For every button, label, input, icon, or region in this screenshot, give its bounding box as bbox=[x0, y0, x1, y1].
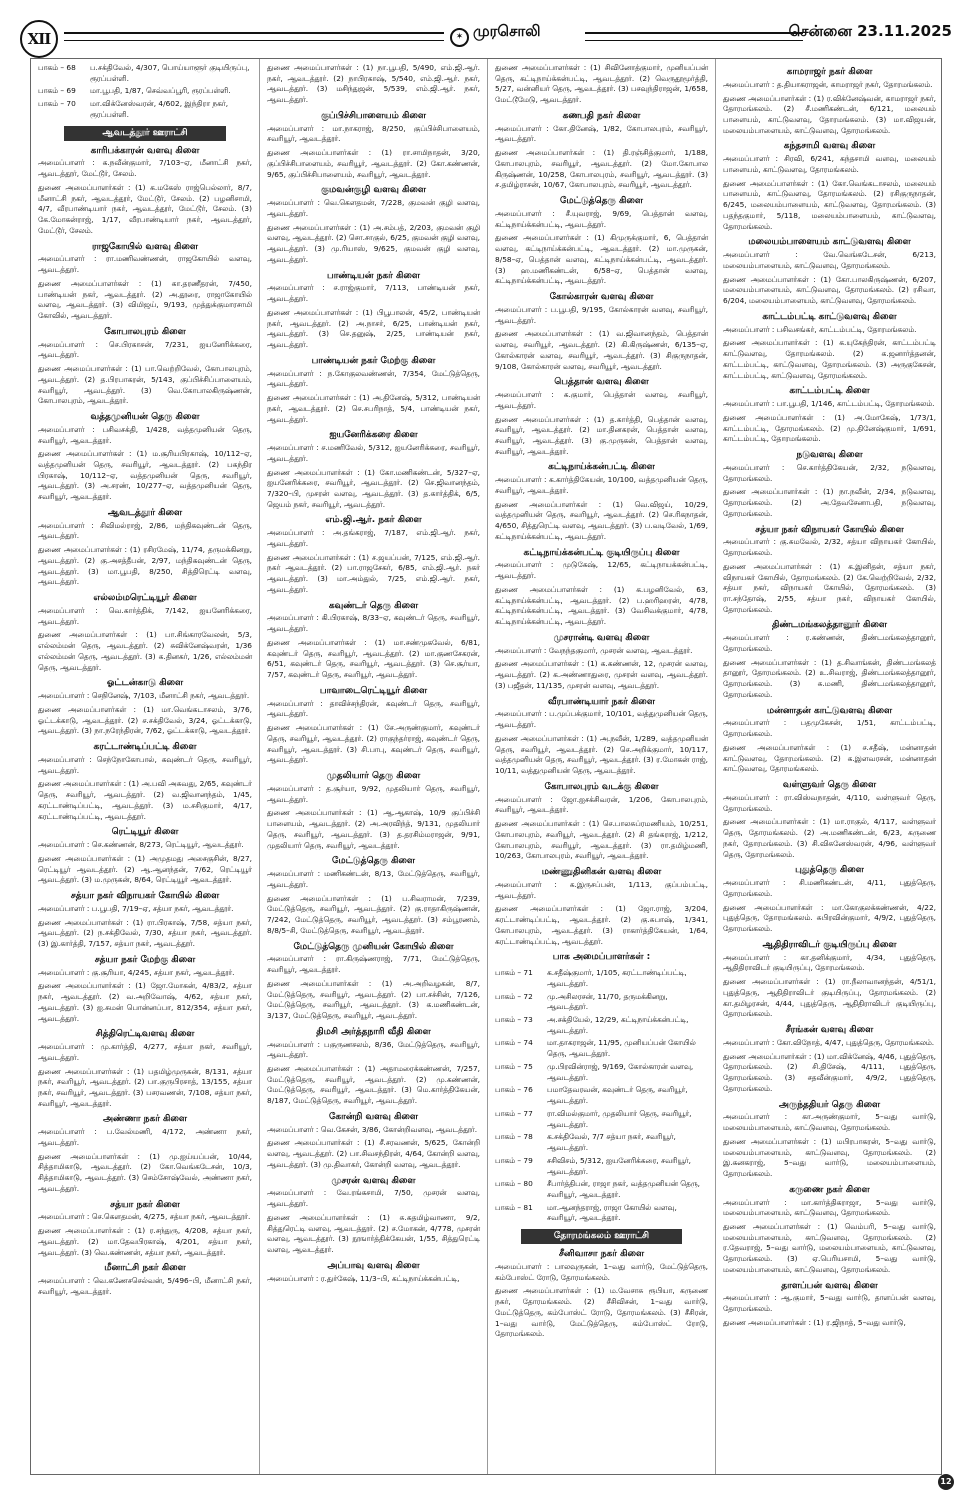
member-paragraph: அமைப்பாளர் : வே.வெங்கடேசன், 6/213, மலையம்பாளையம், காட்டுவளவு, தோரமங்கலம். bbox=[723, 250, 936, 270]
branch-heading: காட்டம்பட்டி காட்டுவளவு கிளை bbox=[762, 311, 897, 322]
branch-section bbox=[723, 1185, 936, 1276]
branch-section bbox=[38, 1263, 252, 1297]
member-paragraph: அமைப்பாளர் : கி.பிரகாஷ், 8/33–ஏ, கவுண்டர் தெரு, சவரியூர், ஆவடத்தூர். bbox=[267, 613, 480, 634]
branch-section bbox=[495, 952, 708, 963]
booth-number: பாகம் – 73 bbox=[495, 1014, 533, 1024]
column-4 bbox=[715, 59, 943, 1474]
branch-section bbox=[723, 865, 936, 934]
branch-heading: மண்ணுதினிகன் வளவு கிளை bbox=[541, 867, 662, 878]
member-paragraph: துணை அமைப்பாளர்கள் : (1) கோ.வெங்கடாசலம், மலையம் பாளையம், காட்டுவளவு, தோரமங்கலம். (2) ரசிகுருநாதன், 6/245, மலையம்பாளையம், காட்டுவளவு, தோரமங்கலம். (3) பதந்தகுமார், 5/118, மலையம்பாளையம், காட்டுவளவு, தோரமங்கலம். bbox=[723, 178, 936, 231]
branch-heading: அருந்ததியர் தெரு கிளை bbox=[778, 1099, 881, 1110]
branch-heading: தாளப்பன் வளவு கிளை bbox=[781, 1280, 878, 1291]
branch-section bbox=[723, 450, 936, 519]
member-paragraph: துணை அமைப்பாளர்கள் : (1) கா.தரணீதரன், 7/450, பாண்டியன் நகர், ஆவடத்தூர். (2) அ.தூரை, ராஜாகோயில் வளவு, ஆவடத்தூர். (3) விமிஜய், 9/193, முத்துக்குமாரசாமி கோவில், ஆவடத்தூர். bbox=[38, 278, 252, 321]
member-paragraph: அமைப்பாளர் : மு.கார்த்தி, 4/277, சத்யா நகர், சவரியூர், ஆவடத்தூர். bbox=[38, 1042, 252, 1062]
paper-name: முரசொலி bbox=[473, 22, 541, 40]
member-paragraph: துணை அமைப்பாளர்கள் : (1) வெ.விஜய், 10/29, வத்தமுனியன் தெரு, சவரியூர், ஆவடத்தூர். (2) செ.ரிகநாதன், 4/650, சித்துரெட்டி வளவு, ஆவடத்தூர். (3) ப.வடிவேல், 1/69, கட்டிநாய்க்கன்பட்டி, ஆவடத்தூர். bbox=[495, 499, 708, 541]
booth-organizer: மா.விக்னேஸ்வரன், 4/602, இந்திரா நகர், ரூரப்பள்ளி. bbox=[90, 99, 229, 119]
member-paragraph: துணை அமைப்பாளர்கள் : (1) ர.சந்துரு, 4/208, சத்யா நகர், ஆவடத்தூர். (2) மா.தேவபிரகாஷ், 4/201, சத்யா நகர், ஆவடத்தூர். (3) வெ.கண்ணன், சத்யா நகர், ஆவடத்தூர். bbox=[38, 1226, 252, 1257]
booth-organizer: ரா.விமல்குமார், முதலியார் தெரு, சவரியூர், ஆவடத்தூர். bbox=[547, 1108, 692, 1129]
branch-section bbox=[495, 63, 708, 106]
branch-section bbox=[267, 271, 480, 351]
member-paragraph: அமைப்பாளர் : சிரவி, 6/241, கந்தசாமி வளவு, மலையம் பாளையம், காட்டுவளவு, தோரமங்கலம். bbox=[723, 154, 936, 174]
branch-heading: நடுவளவு கிளை bbox=[796, 450, 863, 461]
booth-organizer: சீபார்த்திபன், ராஜா நகர், வத்தமுனியன் தெரு, சவரியூர், ஆவடத்தூர். bbox=[547, 1179, 700, 1199]
branch-section bbox=[267, 185, 480, 265]
member-paragraph: அமைப்பாளர் : பா.பூபதி, 1/146, காட்டம்பட்டி, தோரமங்கலம். bbox=[723, 399, 935, 409]
member-paragraph: அமைப்பாளர் : க.நவீன்குமார், 7/103–ஏ, மீனாட்சி நகர், ஆவடத்தூர், மேட்டூர், சேலம். bbox=[38, 158, 252, 179]
booth-row bbox=[495, 968, 708, 989]
booth-organizer: அ.சக்தியேல், 12/29, கட்டிநாய்க்கன்பட்டி, ஆவடத்தூர். bbox=[547, 1014, 689, 1035]
branch-heading: கோன்றி வளவு கிளை bbox=[329, 1111, 418, 1122]
booth-organizer: ப.சக்திவேல், 4/307, பொய்யாளூர் குடியிருப்பு, ரூரப்பள்ளி. bbox=[90, 63, 250, 83]
member-paragraph: துணை அமைப்பாளர்கள் : (1) க.கண்ணன், 12, முசரன் வளவு, ஆவடத்தூர். (2) க.அண்ணாதுரை, முசரன் வளவு, ஆவடத்தூர். (3) பஜீதன், 11/135, முசரன் வளவு, ஆவடத்தூர். bbox=[495, 659, 708, 690]
branch-heading: திண்டமங்கலத்தானூர் கிளை bbox=[771, 620, 888, 631]
branch-section bbox=[38, 327, 252, 407]
member-paragraph: அமைப்பாளர் : செ.கௌதமன், 4/275, சத்யா நகர், ஆவடத்தூர். bbox=[38, 1212, 251, 1222]
branch-heading: பாவாடைரெட்டியூர் கிளை bbox=[319, 685, 428, 696]
branch-section bbox=[495, 697, 708, 777]
branch-heading: எல்லம்மரெட்டியூர் கிளை bbox=[93, 593, 197, 604]
booth-number: பாகம் – 71 bbox=[495, 968, 533, 978]
branch-heading: மன்னாதன் காட்டுவளவு கிளை bbox=[766, 705, 893, 716]
branch-heading: புதுத்தெரு கிளை bbox=[795, 865, 864, 876]
member-paragraph: துணை அமைப்பாளர்கள் : (1) ம.சூரியபிரகாஷ், 10/112–ஏ, வத்தமுனியன் தெரு, சவரியூர், ஆவடத்தூர். (2) பகந்திர பிரகாஷ், 10/112–ஏ, வத்தமுனியன் தெரு, சவரியூர், ஆவடத்தூர். (3) அ.சரண், 10/277–ஏ, வத்தமுனியன் தெரு, சவரியூர், ஆவடத்தூர். bbox=[38, 449, 252, 502]
branch-section bbox=[38, 1029, 252, 1109]
branch-section bbox=[267, 856, 480, 936]
member-paragraph: அமைப்பாளர் : வெ.கேசன், 3/86, கோன்றிவளவு, ஆவடத்தூர். bbox=[267, 1124, 478, 1134]
member-paragraph: அமைப்பாளர் : கோ.விநோத், 4/47, புதுத்தெரு, தோரமங்கலம். bbox=[723, 1037, 935, 1047]
member-paragraph: துணை அமைப்பாளர்கள் : (1) ம.வேசாசு ரூபியா, கருணை நகர், தோரமங்கலம். (2) சீசிவிசன், 1–வது வார்டு, மேட்டுத்தெரு, கம்போஸ்ட் ரோடு, தோரமங்கலம். (3) சீசிரன், 1–வது வார்டு, மேட்டுத்தெரு, கம்போஸ்ட் ரோடு, தோரமங்கலம். bbox=[495, 1286, 708, 1339]
member-paragraph: அமைப்பாளர் : ரா.மணிவண்ணன், ராஜகோயில் வளவு, ஆவடத்தூர். bbox=[38, 254, 252, 275]
branch-section bbox=[267, 1176, 480, 1256]
branch-section bbox=[723, 237, 936, 306]
member-paragraph: அமைப்பாளர் : சி.மணிகண்டன், 4/11, புதுத்தெரு, தோரமங்கலம். bbox=[723, 878, 936, 898]
branch-heading: மலையம்பாளையம் காட்டுவளவு கிளை bbox=[748, 237, 911, 248]
branch-section bbox=[267, 63, 480, 106]
branch-section bbox=[38, 742, 252, 822]
branch-section bbox=[38, 678, 252, 737]
member-paragraph: அமைப்பாளர் : க.குமார், பெத்தான் வளவு, சவரியூர், ஆவடத்தூர். bbox=[495, 390, 708, 410]
branch-section bbox=[267, 771, 480, 851]
booth-row bbox=[38, 63, 252, 84]
member-paragraph: துணை அமைப்பாளர்கள் : (1) பதமிழ்முருகன், 8/131, சத்யா நகர், சவரியூர், ஆவடத்தூர். (2) பா.குருபிரசாத், 13/155, சத்யா நகர், சவரியூர், ஆவடத்தூர். (3) பசரவணன், 7/108, சத்யா நகர், சவரியூர், ஆவடத்தூர். bbox=[38, 1066, 252, 1108]
member-paragraph: அமைப்பாளர் : ப.வேல்மணி, 4/172, அண்ணா நகர், ஆவடத்தூர். bbox=[38, 1127, 252, 1147]
member-paragraph: அமைப்பாளர் : த.தியாகராஜன், காமராஜர் நகர், தோரமங்கலம். bbox=[723, 79, 933, 89]
branch-heading: ரெட்டியூர் கிளை bbox=[111, 827, 179, 838]
branch-heading: குமவன்குழி வளவு கிளை bbox=[321, 185, 426, 196]
booth-number: பாகம் – 79 bbox=[495, 1155, 533, 1165]
branch-heading: கவுண்டர் தெரு கிளை bbox=[328, 600, 419, 611]
member-paragraph: அமைப்பாளர் : கோ.தினேஷ், 1/82, கோபாலபுரம், சவரியூர், ஆவடத்தூர். bbox=[495, 123, 708, 144]
member-paragraph: அமைப்பாளர் : ஜோ.ஐசக்சிவரன், 1/206, கோபாலபுரம், சவரியூர், ஆவடத்தூர். bbox=[495, 794, 708, 815]
member-paragraph: துணை அமைப்பாளர்கள் : (1) கோ.மணிகண்டன், 5/327–ஏ, ஐயனேரிக்கரை, சவரியூர், ஆவடத்தூர். (2) செ.ஜிவானந்தம், 7/320–பி, முசரன் வளவு, ஆவடத்தூர். (3) த.கார்த்திக், 6/5, ஜெயம் நகர், சவரியூர், ஆவடத்தூர். bbox=[267, 467, 480, 509]
booth-organizer: பமாதேவரவன், கவுண்டர் தெரு, சவரியூர், ஆவடத்தூர். bbox=[547, 1085, 688, 1106]
booth-number: பாகம் – 76 bbox=[495, 1085, 533, 1095]
member-paragraph: துணை அமைப்பாளர்கள் : (1) தி.ரஞ்சித்குமார், 1/188, கோபாலபுரம், சவரியூர், ஆவடத்தூர். (2) மோ.கோபால கிருஷ்ணன், 10/258, கோபாலபுரம், சவரியூர், ஆவடத்தூர். (3) ச.தமிழ்ராசன், 10/67, கோபாலபுரம், சவரியூர், ஆவடத்தூர். bbox=[495, 148, 708, 190]
branch-section bbox=[495, 462, 708, 542]
member-paragraph: அமைப்பாளர் : மா.நாகராஜ், 8/250, குப்பிச்சிபாளையம், சவரியூர், ஆவடத்தூர். bbox=[267, 123, 480, 144]
branch-section bbox=[267, 111, 480, 180]
branch-heading: அண்ணா நகர் கிளை bbox=[102, 1114, 188, 1125]
member-paragraph: அமைப்பாளர் : வே.ரங்கசாமி, 7/50, முசரன் வளவு, ஆவடத்தூர். bbox=[267, 1188, 480, 1209]
branch-section bbox=[38, 593, 252, 673]
member-paragraph: அமைப்பாளர் : ப.பூபதி, 9/195, கோல்காரன் வளவு, சவரியூர், ஆவடத்தூர். bbox=[495, 304, 708, 325]
member-paragraph: துணை அமைப்பாளர்கள் : (1) மு.ஐய்யப்பன், 10/44, சித்தாமிகாடு, ஆவடத்தூர். (2) கோ.வெங்கடேசன், 10/3, சித்தாமிகாடு, ஆவடத்தூர். (3) செம்சோஷ்வேல், அண்ணா நகர், ஆவடத்தூர். bbox=[38, 1151, 252, 1193]
branch-section bbox=[38, 827, 252, 886]
branch-section bbox=[267, 942, 480, 1022]
booth-row bbox=[495, 1015, 708, 1036]
member-paragraph: துணை அமைப்பாளர்கள் : (1) கோ.பாலகிருஷ்ணன், 6/207, மலையம்பாளையம், காட்டுவளவு, தோரமங்கலம். (2) ரசிவா, 6/204, மலையம்பாளையம், காட்டுவளவு, தோரமங்கலம். bbox=[723, 274, 936, 306]
member-paragraph: அமைப்பாளர் : கு.சூரியா, 4/245, சத்யா நகர், ஆவடத்தூர். bbox=[38, 967, 235, 977]
booth-row bbox=[38, 86, 252, 97]
member-paragraph: அமைப்பாளர் : வெ.கௌதமன், 7/228, குமவன் குழி வளவு, ஆவடத்தூர். bbox=[267, 198, 480, 218]
booth-row bbox=[495, 1062, 708, 1083]
member-paragraph: துணை அமைப்பாளர்கள் : (1) பா.சிங்காரவேலன், 5/3, எல்லம்மன் தெரு, ஆவடத்தூர். (2) சுவிக்னேஷ்வரன், 1/36 எல்லம்மன் தெரு, ஆவடத்தூர். (3) க.தினகர், 1/26, எல்லம்மன் தெரு, ஆவடத்தூர். bbox=[38, 630, 252, 672]
branch-heading: மேட்டுத்தெரு கிளை bbox=[559, 196, 644, 207]
member-paragraph: துணை அமைப்பாளர்கள் : (1) செ.பாலசுப்ரமணியம், 10/251, கோபாலபுரம், சவரியூர், ஆவடத்தூர். (2) சி தங்கராஜ், 1/212, கோபாலபுரம், சவரியூர், ஆவடத்தூர். (3) ரா.தமிழ்மணி, 10/263, கோபாலபுரம், சவரியூர், ஆவடத்தூர். bbox=[495, 819, 708, 861]
branch-heading: கட்டிநாய்க்கன்பட்டி குடியிருப்பு கிளை bbox=[523, 547, 680, 558]
branch-section bbox=[267, 515, 480, 595]
branch-heading: காரிபக்காரன் வளவு கிளை bbox=[90, 145, 200, 156]
branch-heading: சத்யா நகர் விநாயகர் கோயில் கிளை bbox=[755, 524, 904, 535]
member-paragraph: துணை அமைப்பாளர்கள் : (1) ஜோ.மோகன், 4/83/2, சத்யா நகர், ஆவடத்தூர். (2) வ.அறிவோஷ், 4/62, சத்யா நகர், ஆவடத்தூர். (3) ஐ.சுமன் பொன்னப்பா, 812/354, சத்யா நகர், ஆவடத்தூர். bbox=[38, 981, 252, 1023]
branch-section bbox=[38, 146, 252, 237]
member-paragraph: துணை அமைப்பாளர்கள் : (1) அதாமரைக்கண்ணன், 7/257, மேட்டுத்தெரு, சவரியூர், ஆவடத்தூர். (2) மு.கண்ணன், மேட்டுத்தெரு, சவரியூர், ஆவடத்தூர். (3) மெ.கார்த்திகேயன், 8/187, மேட்டுத்தெரு, சவரியூர், ஆவடத்தூர். bbox=[267, 1063, 480, 1106]
branch-heading: கருணை நகர் கிளை bbox=[789, 1184, 870, 1195]
member-paragraph: அமைப்பாளர் : ச.ராஜ்குமார், 7/113, பாண்டியன் நகர், ஆவடத்தூர். bbox=[267, 283, 480, 304]
branch-heading: முதலியார் தெரு கிளை bbox=[326, 771, 421, 782]
branch-heading: எம்.ஜி.ஆர். நகர் கிளை bbox=[325, 515, 422, 526]
member-paragraph: அமைப்பாளர் : ப.முப்பக்குமார், 10/101, வத்துமுனியன் தெரு, ஆவடத்தூர். bbox=[495, 709, 708, 730]
member-paragraph: அமைப்பாளர் : வெ.கணேசசெல்வன், 5/496–பி, மீனாட்சி நகர், சவரியூர், ஆவடத்தூர். bbox=[38, 1276, 252, 1296]
branch-heading: சத்யா நகர் விநாயகர் கோயில் கிளை bbox=[70, 891, 220, 902]
branch-section bbox=[495, 196, 708, 287]
branch-section bbox=[723, 525, 936, 616]
branch-section bbox=[495, 377, 708, 457]
member-paragraph: துணை அமைப்பாளர்கள் : மா.கோகுலக்கண்ணன், 4/22, புதுத்தெரு, தோரமங்கலம். சுபிரவின்குமார், 4/9/2, புதுத்தெரு, தோரமங்கலம். bbox=[723, 902, 936, 934]
member-paragraph: அமைப்பாளர் : செ.பிரகாசன், 7/231, ஐயனேரிக்கரை, ஆவடத்தூர். bbox=[38, 339, 252, 360]
branch-heading: வள்ளுவர் தெரு கிளை bbox=[782, 780, 877, 791]
branch-section bbox=[495, 111, 708, 191]
branch-section bbox=[267, 1261, 480, 1285]
member-paragraph: துணை அமைப்பாளர்கள் : (1) சிவினோத்குமார், முனியப்பன் தெரு, கட்டிநாய்க்கன்பட்டி, ஆவடத்தூர். (2) வெருதூமூர்த்தி, 5/27, வன்னியர் தெரு, ஆவடத்தூர். (3) பசவுந்திராஜன், 1/658, மேட்டூமேடு, ஆவடத்தூர். bbox=[495, 63, 708, 105]
member-paragraph: துணை அமைப்பாளர்கள் : (1) க.யுகேந்திரன், காட்டம்பட்டி காட்டுவளவு, தோரமங்கலம். (2) க.ஜனார்த்தனன், காட்டம்பட்டி, காட்டுவளவு, தோரமங்கலம். (3) அருகுகேசன், காட்டம்பட்டி, காட்டுவளவு, தோரமங்கலம். bbox=[723, 338, 936, 380]
member-paragraph: துணை அமைப்பாளர்கள் : (1) பிபூபாலன், 45/2, பாண்டியன் நகர், ஆவடத்தூர். (2) அ.நாசர், 6/25, பாண்டியன் நகர், ஆவடத்தூர். (3) செ.தனுஷ், 2/25, பாண்டியன் நகர், ஆவடத்தூர். bbox=[267, 307, 480, 350]
member-paragraph: துணை அமைப்பாளர்கள் : (1) ச.ஜயப்பன், 7/125, எம்.ஜி.ஆர். நகர் ஆவடத்தூர். (2) பா.ராஜசேகர், 6/85, எம்.ஜி.ஆர். நகர் ஆவடத்தூர். (3) மா.அம்துல், 7/25, எம்.ஜி.ஆர். நகர், ஆவடத்தூர். bbox=[267, 552, 480, 594]
branch-heading: சீரங்கன் வளவு கிளை bbox=[785, 1025, 874, 1036]
member-paragraph: அமைப்பாளர் : பதமுகேசன், 1/51, காட்டம்பட்டி, தோரமங்கலம். bbox=[723, 718, 936, 739]
member-paragraph: அமைப்பாளர் : செநினேஷ், 7/103, மீனாட்சி நகர், ஆவடத்தூர். bbox=[38, 691, 250, 701]
member-paragraph: அமைப்பாளர் : த.சூர்யா, 9/92, முதலியார் தெரு, சவரியூர், ஆவடத்தூர். bbox=[267, 783, 480, 804]
member-paragraph: துணை அமைப்பாளர்கள் : (1) ப.சிவராமன், 7/239, மேட்டுத்தெரு, சவரியூர், ஆவடத்தூர். (2) கு.ராதாகிருஷ்ணன், 7/242, மேட்டுத்தெரு, சவரியூர், ஆவடத்தூர். (3) சம்பூரணம், 8/8/5–சி, மேட்டுத்தெரு, சவரியூர், ஆவடத்தூர். bbox=[267, 893, 480, 935]
member-paragraph: துணை அமைப்பாளர்கள் : (1) த.சிவாங்கன், திண்டமங்கலத் தானூர், தோரமங்கலம். (2) உ.சிவராஜ், திண்டமங்கலத்தானூர், தோரமங்கலம். (3) சு.மணி, திண்டமங்கலத்தானூர், தோரமங்கலம். bbox=[723, 657, 936, 699]
booth-row bbox=[495, 992, 708, 1013]
booth-number: பாகம் – 72 bbox=[495, 991, 533, 1001]
member-paragraph: துணை அமைப்பாளர்கள் : (1) நா.பூபதி, 5/490, எம்.ஜி.ஆர். நகர், ஆவடத்தூர். (2) நாபிரகாஷ், 5/540, எம்.ஜி.ஆர். நகர், ஆவடத்தூர். (3) மசிந்துஜன், 5/539, எம்.ஜி.ஆர். நகர், ஆவடத்தூர். bbox=[267, 63, 480, 105]
masthead-rule-right bbox=[585, 32, 803, 41]
branch-section bbox=[723, 67, 936, 136]
branch-section bbox=[723, 386, 936, 445]
member-paragraph: அமைப்பாளர் : ர.துர்கேஷ், 11/3–பி, கட்டிநாய்க்கன்பட்டி, bbox=[267, 1273, 460, 1283]
branch-section bbox=[38, 242, 252, 322]
booth-row bbox=[495, 1156, 708, 1177]
member-paragraph: அமைப்பாளர் : மா.கார்த்திகராஜா, 5–வது வார்டு, மலையம்பாளையம், காட்டுவளவு, தோரமங்கலம். bbox=[723, 1197, 936, 1218]
member-paragraph: துணை அமைப்பாளர்கள் : (1) க.இனிதன், சத்யா நகர், விநாயகர் கோயில், தோரமங்கலம். (2) கே.வெற்றிவேல், 2/32, சத்யா நகர், விநாயகர் கோயில், தோரமங்கலம். (3) ரா.சந்தோஷ், 2/55, சத்யா நகர், விநாயகர் கோயில், தோரமங்கலம். bbox=[723, 561, 936, 614]
member-paragraph: துணை அமைப்பாளர்கள் : (1) மபிரபாகரன், 5–வது வார்டு, மலையம்பாளையம், காட்டுவளவு, தோரமங்கலம். (2) இ.கனகராஜ், 5–வது வார்டு, மலையம்பாளையம், தோரமங்கலம். bbox=[723, 1136, 936, 1178]
branch-heading: ஐயனேரிக்கரை கிளை bbox=[329, 430, 418, 441]
member-paragraph: அமைப்பாளர் : வேநந்தகுமார், முசரன் வளவு, ஆவடத்தூர். bbox=[495, 645, 693, 655]
member-paragraph: துணை அமைப்பாளர்கள் : (1) அ.மோகேஷ், 1/73/1, காட்டம்பட்டி, தோரமங்கலம். (2) மு.தினேஷ்குமார், 1/691, காட்டம்பட்டி, தோரமங்கலம். bbox=[723, 412, 936, 444]
member-paragraph: துணை அமைப்பாளர்கள் : (1) அ.பவி அசுவது, 2/65, கவுண்டர் தெரு, சவரியூர், ஆவடத்தூர். (2) வ.ஜிவானந்தம், 1/45, கரட்டாண்டிப்பட்டி, ஆவடத்தூர். (3) ம.சசிகுமார், 4/17, கரட்டாண்டிப்பட்டி, ஆவடத்தூர். bbox=[38, 779, 252, 821]
branch-heading: சத்யா நகர் மேற்கு கிளை bbox=[94, 954, 196, 965]
member-paragraph: துணை அமைப்பாளர்கள் : (1) மா.சண்முகவேல், 6/81, கவுண்டர் தெரு, சவரியூர், ஆவடத்தூர். (2) மா.குணசேகரன், 6/51, கவுண்டர் தெரு, சவரியூர், ஆவடத்தூர். (3) செ.சூர்யா, 7/57, கவுண்டர் தெரு, சவரியூர், ஆவடத்தூர். bbox=[267, 637, 480, 680]
member-paragraph: துணை அமைப்பாளர்கள் : (1) ரசிரமேஷ், 11/74, தருமக்கினறு, ஆவடத்தூர். (2) கு.அசத்தீபன், 2/97, மந்திகவுண்டன் தெரு, ஆவடத்தூர். (3) மா.பூபதி, 8/250, சித்திரெட்டி வளவு, ஆவடத்தூர். bbox=[38, 545, 252, 587]
branch-section bbox=[267, 1027, 480, 1107]
booth-organizer: மு.பிரவின்ராஜ், 9/169, கோல்காரன் வளவு, ஆவடத்தூர். bbox=[547, 1061, 694, 1082]
member-paragraph: அமைப்பாளர் : ரா.கிருஷ்ணராஜ், 7/71, மேட்டுத்தெரு, சவரியூர், ஆவடத்தூர். bbox=[267, 954, 480, 975]
booth-number: பாகம் – 75 bbox=[495, 1061, 533, 1071]
member-paragraph: அமைப்பாளர் : பகுருணசலம், 8/36, மேட்டுத்தெரு, சவரியூர், ஆவடத்தூர். bbox=[267, 1039, 480, 1060]
member-paragraph: அமைப்பாளர் : தாவிச்சந்திரன், கவுண்டர் தெரு, சவரியூர், ஆவடத்தூர். bbox=[267, 698, 480, 719]
branch-section bbox=[495, 292, 708, 372]
member-paragraph: அமைப்பாளர் : ந.கோகுலவண்ணன், 7/354, மேட்டுத்தெரு, ஆவடத்தூர். bbox=[267, 368, 480, 389]
booth-number: பாகம் – 68 bbox=[38, 63, 76, 72]
article-page bbox=[30, 58, 942, 1475]
member-paragraph: அமைப்பாளர் : கா.அருண்குமார், 5–வது வார்டு, மலையம்பாளையம், காட்டுவளவு, தோரமங்கலம். bbox=[723, 1112, 936, 1133]
branch-heading: சத்யா நகர் கிளை bbox=[110, 1199, 180, 1210]
member-paragraph: அமைப்பாளர் : பசிவசக்தி, 1/428, வத்தமுனியன் தெரு, சவரியூர், ஆவடத்தூர். bbox=[38, 424, 252, 445]
member-paragraph: அமைப்பாளர் : பசிவசங்கர், காட்டம்பட்டி, தோரமங்கலம். bbox=[723, 324, 917, 334]
branch-section bbox=[38, 891, 252, 950]
branch-heading: கரட்டாண்டிப்பட்டி கிளை bbox=[93, 742, 197, 753]
booth-organizer: மா.பூபதி, 1/87, செவ்வப்பூரி, ரூரப்பள்ளி. bbox=[90, 86, 231, 96]
branch-heading: பாக அமைப்பாளர்கள் : bbox=[552, 952, 651, 963]
booth-organizer: மா.தாகராஜன், 11/95, முனியப்பன் கோயில் தெரு, ஆவடத்தூர். bbox=[547, 1038, 696, 1059]
member-paragraph: அமைப்பாளர் : க.கார்த்திகேயன், 10/100, வத்தமுனியன் தெரு, சவரியூர், ஆவடத்தூர். bbox=[495, 475, 708, 496]
booth-row bbox=[495, 1132, 708, 1153]
branch-heading: திமசி அர்த்தநாரி வீதி கிளை bbox=[316, 1026, 431, 1037]
branch-section bbox=[495, 867, 708, 947]
branch-heading: கணபதி நகர் கிளை bbox=[562, 110, 641, 121]
branch-heading: மீனாட்சி நகர் கிளை bbox=[104, 1263, 186, 1274]
booth-number: பாகம் – 80 bbox=[495, 1179, 533, 1189]
member-paragraph: துணை அமைப்பாளர்கள் : (1) மா.ராகுல், 4/117, வள்ளுவர் தெரு, தோரமங்கலம். (2) அ.மணிகண்டன், 6/23, கருணை நகர், தோரமங்கலம். (3) சி.விசுனேஸ்வரன், 4/96, வள்ளுவர் தெரு, தோரமங்கலம். bbox=[723, 817, 936, 859]
booth-row bbox=[495, 1179, 708, 1200]
branch-heading: மேட்டுத்தெரு கிளை bbox=[331, 856, 416, 867]
branch-section bbox=[267, 601, 480, 681]
member-paragraph: அமைப்பாளர் : செந்நோகோபால், கவுண்டர் தெரு, சவரியூர், ஆவடத்தூர். bbox=[38, 754, 252, 775]
booth-row bbox=[495, 1085, 708, 1106]
member-paragraph: அமைப்பாளர் : ஆ.குமார், 5–வது வார்டு, தாளப்பன் வளவு, தோரமங்கலம். bbox=[723, 1293, 936, 1314]
folio-number: 12 bbox=[938, 1474, 954, 1490]
member-paragraph: துணை அமைப்பாளர்கள் : (1) வ.ஜிவானந்தம், பெத்தான் வளவு, சவரியூர், ஆவடத்தூர். (2) கி.கிருஷ்ணன், 6/135–ஏ, கோல்காரன் வளவு, சவரியூர், ஆவடத்தூர். (3) சிகுருநாதன், 9/108, கோல்காரன் வளவு, சவரியூர், ஆவடத்தூர். bbox=[495, 329, 708, 371]
booth-organizer: மா.ஆனந்தராஜ், ராஜா கோயில் வளவு, சவரியூர், ஆவடத்தூர். bbox=[547, 1202, 677, 1223]
member-paragraph: துணை அமைப்பாளர்கள் : (1) சீ.சரவணன், 5/625, கோன்றி வளவு, ஆவடத்தூர். (2) பா.சிவசந்திரன், 4/64, கோன்றி வளவு, ஆவடத்தூர். (3) மு.திவாகர், கோன்றி வளவு, ஆவடத்தூர். bbox=[267, 1138, 480, 1169]
member-paragraph: துணை அமைப்பாளர்கள் : (1) ரா.சாமிநாதன், 3/20, குப்பிச்சிபாளையம், சவரியூர், ஆவடத்தூர். (2) கோ.கண்ணன், 9/65, குப்பிச்சிபாளையம், சவரியூர், ஆவடத்தூர். bbox=[267, 148, 480, 179]
branch-section bbox=[723, 620, 936, 700]
branch-section bbox=[267, 1112, 480, 1171]
column-3 bbox=[487, 59, 715, 1474]
member-paragraph: துணை அமைப்பாளர்கள் : (1) அ.நவீன், 1/289, வத்தமுனியன் தெரு, சவரியூர், ஆவடத்தூர். (2) செ.அறிக்குமார், 10/117, வத்தமுனியன் தெரு, சவரியூர், ஆவடத்தூர். (3) ர.மோகன் ராஜ், 10/11, வத்துமுனியன் தெரு, ஆவடத்தூர். bbox=[495, 733, 708, 776]
branch-section bbox=[38, 412, 252, 503]
member-paragraph: துணை அமைப்பாளர்கள் : (1) ரா.பிரகாஷ், 7/58, சத்யா நகர், ஆவடத்தூர். (2) ந.சக்திவேல், 7/30, சத்யா நகர், ஆவடத்தூர். (3) இ.கார்த்தி, 7/157, சத்யா நகர், ஆவடத்தூர். bbox=[38, 917, 252, 949]
branch-heading: கோல்காரன் வளவு கிளை bbox=[549, 292, 654, 303]
branch-heading: காட்டம்பட்டி கிளை bbox=[789, 386, 870, 397]
booth-organizer: க.சக்திவேல், 7/7 சத்யா நகர், சவரியூர், ஆவடத்தூர். bbox=[547, 1132, 676, 1153]
branch-heading: கோபாலபுரம் வடக்கு கிளை bbox=[544, 781, 659, 792]
member-paragraph: அமைப்பாளர் : முடுகேஷ், 12/65, கட்டிநாயக்கன்பட்டி, ஆவடத்தூர். bbox=[495, 560, 708, 581]
booth-number: பாகம் – 69 bbox=[38, 86, 76, 96]
paper-brand bbox=[450, 22, 541, 47]
branch-heading: அப்பாவு வளவு கிளை bbox=[327, 1260, 420, 1271]
booth-number: பாகம் – 78 bbox=[495, 1132, 533, 1142]
member-paragraph: அமைப்பாளர் : மணிகண்டன், 8/13, மேட்டுத்தெரு, சவரியூர், ஆவடத்தூர். bbox=[267, 869, 480, 889]
branch-heading: பாண்டியன் நகர் மேற்கு கிளை bbox=[311, 355, 436, 366]
member-paragraph: துணை அமைப்பாளர்கள் : (1) அ.தினேஷ், 5/312, பாண்டியன் நகர், ஆவடத்தூர். (2) செ.சபரிநாத், 5/4, பாண்டியன் நகர், ஆவடத்தூர். bbox=[267, 393, 480, 424]
member-paragraph: துணை அமைப்பாளர்கள் : (1) அ.அறிவழகன், 8/7, மேட்டுத்தெரு, சவரியூர், ஆவடத்தூர். (2) பா.சச்சின், 7/126, மேட்டுத்தெரு, சவரியூர், ஆவடத்தூர். (3) க.மணிகண்டன், 3/137, மேட்டுத்தெரு, சவரியூர், ஆவடத்தூர். bbox=[267, 978, 480, 1020]
member-paragraph: அமைப்பாளர் : அ.தங்கராஜ், 7/187, எம்.ஜி.ஆர். நகர், ஆவடத்தூர். bbox=[267, 528, 480, 549]
branch-section bbox=[267, 356, 480, 425]
booth-number: பாகம் – 77 bbox=[495, 1108, 533, 1118]
branch-heading: குப்பிச்சிபாளையம் கிளை bbox=[320, 110, 427, 121]
column-1 bbox=[31, 59, 259, 1474]
member-paragraph: அமைப்பாளர் : பாலவுருகன், 1–வது வார்டு, மேட்டுத்தெரு, கம்போஸ்ட் ரோடு, தோரமங்கலம். bbox=[495, 1261, 708, 1282]
branch-section bbox=[723, 141, 936, 232]
member-paragraph: அமைப்பாளர் : கு.சுமவேல், 2/32, சத்யா விநாயகர் கோயில், தோரமங்கலம். bbox=[723, 537, 936, 558]
member-paragraph: துணை அமைப்பாளர்கள் : (1) ஆ.ஆகாஷ், 10/9 குப்பிச்சி பாளையம், ஆவடத்தூர். (2) அ.அரவிந்த், 9/131, முதலியார் தெரு, சவரியூர், ஆவடத்தூர். (3) த.தரசிம்மராஜன், 9/91, முதலியார் தெரு, சவரியூர், ஆவடத்தூர். bbox=[267, 808, 480, 850]
member-paragraph: துணை அமைப்பாளர்கள் : (1) சு.கதமிழ்வாணா, 9/2, சித்துரெட்டி வளவு, ஆவடத்தூர். (2) ச.மோகன், 4/778, முசரன் வளவு, ஆவடத்தூர். (3) நூஙார்த்திக்கேயன், 1/55, சித்துரெட்டி வளவு, ஆவடத்தூர். bbox=[267, 1212, 480, 1255]
branch-heading: முசரன் வளவு கிளை bbox=[331, 1175, 416, 1186]
branch-section bbox=[723, 1281, 936, 1329]
booth-row bbox=[495, 1203, 708, 1224]
member-paragraph: அமைப்பாளர் : க.இருசப்பன், 1/113, குப்பம்பட்டி, ஆவடத்தூர். bbox=[495, 879, 708, 900]
booth-number: பாகம் – 74 bbox=[495, 1038, 533, 1048]
branch-heading: பெத்தான் வளவு கிளை bbox=[554, 377, 649, 388]
branch-heading: கட்டிநாய்க்கன்பட்டி கிளை bbox=[548, 462, 655, 473]
branch-section bbox=[723, 312, 936, 381]
branch-section bbox=[38, 955, 252, 1024]
branch-heading: வத்தமுனியன் தெரு கிளை bbox=[90, 412, 200, 423]
branch-section bbox=[267, 686, 480, 766]
member-paragraph: அமைப்பாளர் : கா.தனிக்குமார், 4/34, புதுத்தெரு, ஆதிதிராவிடர் குடியிருப்பு, தோரமங்கலம். bbox=[723, 952, 936, 973]
member-paragraph: துணை அமைப்பாளர்கள் : (1) ரா.நீலாவானந்தன், 4/51/1, புதுத்தெரு, ஆதிதிராவிடர் குடியிருப்பு, தோரமங்கலம். (2) கா.தமிழரசன், 4/44, புதுத்தெரு, ஆதிதிராவிடர் குடியிருப்பு, தோரமங்கலம். bbox=[723, 977, 936, 1019]
branch-heading: கோபாலபுரம் கிளை bbox=[104, 326, 186, 337]
branch-heading: ராஜகோயில் வளவு கிளை bbox=[91, 241, 199, 252]
branch-heading: மேட்டுத்தெரு முனியன் கோயில் கிளை bbox=[293, 941, 454, 952]
branch-section bbox=[267, 430, 480, 510]
member-paragraph: அமைப்பாளர் : வெ.கார்த்திக், 7/142, ஐயனேரிக்கரை, ஆவடத்தூர். bbox=[38, 605, 252, 626]
section-banner: தோரமங்கலம் ஊராட்சி bbox=[521, 1229, 682, 1244]
member-paragraph: துணை அமைப்பாளர்கள் : (1) நா.நவீன், 2/34, நடுவளவு, தோரமங்கலம். (2) அ.தேவசேனாபதி, நடுவளவு, தோரமங்கலம். bbox=[723, 487, 936, 518]
member-paragraph: துணை அமைப்பாளர்கள் : (1) ர.விக்னேஷ்வன், காமராஜர் நகர், தோரமங்கலம். (2) சீ.மணிகண்டன், 6/121, மலையம் பாளையம், காட்டுவளவு, தோரமங்கலம். (3) மா.விஜயன், மலையம்பாளையம், காட்டுவளவு, தோரமங்கலம். bbox=[723, 93, 936, 135]
member-paragraph: துணை அமைப்பாளர்கள் : (1) வெம்பரி, 5–வது வார்டு, மலையம்பாளையம், காட்டுவளவு, தோரமங்கலம். (2) ர.தேவராஜ், 5–வது வார்டு, மலையம்பாளையம், காட்டுவளவு, தோரமங்கலம். (3) ஏ.பெரியசாமி, 5–வது வார்டு, மலையம்பாளையம், காட்டுவளவு, தோரமங்கலம். bbox=[723, 1221, 936, 1274]
branch-section bbox=[723, 1025, 936, 1094]
member-paragraph: துணை அமைப்பாளர்கள் : (1) கிமுருக்குமார், 6, பெத்தான் வளவு, கட்டிநாய்க்கன்பட்டி, ஆவடத்தூர். (2) மா.முருகன், 8/58–ஏ, பெத்தான் வளவு, கட்டிநாய்க்கன்பட்டி, ஆவடத்தூர். (3) ஹ.மணிகண்டன், 6/58–ஏ, பெத்தான் வளவு, கட்டிநாய்க்கன்பட்டி, ஆவடத்தூர். bbox=[495, 233, 708, 286]
member-paragraph: துணை அமைப்பாளர்கள் : (1) சே.அருண்குமார், கவுண்டர் தெரு, சவரியூர், ஆவடத்தூர். (2) ராகுந்தர்ராஜ், கவுண்டர் தெரு, சவரியூர், ஆவடத்தூர். (3) சி.பாபு, கவுண்டர் தெரு, சவரியூர், ஆவடத்தூர். bbox=[267, 723, 480, 765]
member-paragraph: துணை அமைப்பாளர்கள் : (1) மா.விக்னேஷ், 4/46, புதுத்தெரு, தோரமங்கலம். (2) சி.திசேஷ், 4/111, புதுத்தெரு, தோரமங்கலம். (3) சதவீன்குமார், 4/9/2, புதுத்தெரு, தோரமங்கலம். bbox=[723, 1051, 936, 1093]
member-paragraph: துணை அமைப்பாளர்கள் : (1) பா.வெற்றிவேல், கோபாலபுரம், ஆவடத்தூர். (2) த.பிரபாகரன், 5/143, குப்பிச்சிப்பாளையம், சவரியூர், ஆவடத்தூர். (3) வெ.கோபாலகிருஷ்ணன், கோபாலபுரம், ஆவடத்தூர். bbox=[38, 364, 252, 406]
branch-section bbox=[723, 1100, 936, 1180]
member-paragraph: துணை அமைப்பாளர்கள் : (1) அ.சம்பத், 2/203, குமவன் குழி வளவு, ஆவடத்தூர். (2) சொ.சாகுல், 6/25, குமவன் குழி வளவு, ஆவடத்தூர். (3) மு.ரியாஸ், 9/625, குமவன் குழி வளவு, ஆவடத்தூர். bbox=[267, 222, 480, 264]
branch-heading: முசரான்டி வளவு கிளை bbox=[553, 632, 650, 643]
member-paragraph: துணை அமைப்பாளர்கள் : (1) ச.சதீஷ், மன்னாதன் காட்டுவளவு, தோரமங்கலம். (2) க.இளவரசன், மன்னாதன் காட்டுவளவு, தோரமங்கலம். bbox=[723, 742, 936, 774]
booth-row bbox=[38, 99, 252, 120]
branch-section bbox=[38, 1200, 252, 1259]
paper-logo-icon: ✶ bbox=[450, 28, 469, 47]
masthead bbox=[20, 18, 952, 58]
branch-heading: கந்தசாமி வளவு கிளை bbox=[783, 141, 876, 152]
member-paragraph: அமைப்பாளர் : சிவிமல்ராஜ், 2/86, மந்திகவுண்டன் தெரு, ஆவடத்தூர். bbox=[38, 520, 252, 541]
member-paragraph: துணை அமைப்பாளர்கள் : (1) க.மகேஸ் ராஜ்பெல்லார், 8/7, மீனாட்சி நகர், ஆவடத்தூர், மேட்டூர், சேலம். (2) பழனிசாமி, 4/7, வீரபாண்டியார் நகர், ஆவடத்தூர், மேட்டூர், சேலம். (3) கே.மோகன்ராஜ், 1/17, வீரபாண்டியார் நகர், ஆவடத்தூர், மேட்டூர், சேலம். bbox=[38, 182, 252, 235]
date-line: சென்னை 23.11.2025 bbox=[788, 22, 952, 40]
member-paragraph: துணை அமைப்பாளர்கள் : (1) த.கார்த்தி, பெத்தான் வளவு, சவரியூர், ஆவடத்தூர். (2) மா.தினகரன், பெத்தான் வளவு, சவரியூர், ஆவடத்தூர். (3) கு.முருகன், பெத்தான் வளவு, சவரியூர், ஆவடத்தூர். bbox=[495, 414, 708, 456]
booth-row bbox=[495, 1109, 708, 1130]
branch-section bbox=[495, 633, 708, 692]
branch-section bbox=[723, 780, 936, 860]
branch-section bbox=[495, 782, 708, 862]
member-paragraph: அமைப்பாளர் : செ.கண்ணன், 8/273, ரெட்டியூர், ஆவடத்தூர். bbox=[38, 840, 244, 850]
booth-number: பாகம் – 70 bbox=[38, 99, 76, 109]
branch-heading: ஆதிதிராவிடர் குடியிருப்பு கிளை bbox=[762, 939, 897, 950]
branch-heading: சித்திரெட்டிவளவு கிளை bbox=[95, 1029, 195, 1040]
branch-section bbox=[38, 1114, 252, 1194]
member-paragraph: துணை அமைப்பாளர்கள் : (1) அமுதமது அசைகுசின், 8/27, ரெட்டியூர் ஆவடத்தூர். (2) ஆ.ஆனந்தன், 7/62, ரெட்டியூர் ஆவடத்தூர். (3) ம.முருகன், 8/64, ரெட்டியூர் ஆவடத்தூர். bbox=[38, 853, 252, 885]
member-paragraph: துணை அமைப்பாளர்கள் : (1) ஜோ.ராஜ், 3/204, கரட்டாண்டிப்பட்டி, ஆவடத்தூர். (2) கு.சுபாஷ், 1/341, கோபாலபுரம், ஆவடத்தூர். (3) ராகார்த்திகேயன், 1/64, கரட்டாண்டிப்பட்டி, ஆவடத்தூர். bbox=[495, 904, 708, 946]
masthead-rule-left bbox=[64, 32, 444, 41]
member-paragraph: அமைப்பாளர் : செ.கார்த்திகேயன், 2/32, நடுவளவு, தோரமங்கலம். bbox=[723, 462, 936, 483]
member-paragraph: துணை அமைப்பாளர்கள் : (1) க.பழனிவேல், 63, கட்டிநாய்க்கன்பட்டி, ஆவடத்தூர். (2) ப.ஹரிஹரன், 4/78, கட்டிநாய்க்கன்பட்டி, ஆவடத்தூர். (3) வேசிவக்குமார், 4/78, கட்டிநாய்க்கன்பட்டி, ஆவடத்தூர். bbox=[495, 584, 708, 627]
branch-heading: சீனிவாசா நகர் கிளை bbox=[558, 1249, 645, 1260]
branch-section bbox=[723, 706, 936, 775]
booth-number: பாகம் – 81 bbox=[495, 1202, 533, 1212]
branch-section bbox=[495, 1249, 708, 1340]
booth-organizer: சசிவிசம், 5/312, ஐயனேரிக்கரை, சவரியூர், ஆவடத்தூர். bbox=[547, 1155, 692, 1176]
branch-section bbox=[38, 508, 252, 588]
member-paragraph: அமைப்பாளர் : சீ.யுவராஜ், 9/69, பெத்தான் வளவு, கட்டிநாய்க்கன்பட்டி, ஆவடத்தூர். bbox=[495, 208, 708, 229]
branch-heading: ஆவடத்தூர் கிளை bbox=[107, 507, 183, 518]
branch-heading: ஓட்டன்காடு கிளை bbox=[106, 678, 184, 689]
section-banner: ஆவடத்தூர் ஊராட்சி bbox=[64, 126, 226, 141]
member-paragraph: அமைப்பாளர் : ரா.விஸ்வநாதன், 4/110, வள்ளுவர் தெரு, தோரமங்கலம். bbox=[723, 792, 936, 813]
booth-organizer: க.சதீஷ்குமார், 1/105, கரட்டாண்டிப்பட்டி, ஆவடத்தூர். bbox=[547, 968, 687, 988]
column-2 bbox=[259, 59, 487, 1474]
branch-heading: வீரபாண்டியார் நகர் கிளை bbox=[548, 696, 655, 707]
branch-section bbox=[495, 548, 708, 628]
member-paragraph: அமைப்பாளர் : ச.மணிவேல், 5/312, ஐயனேரிக்கரை, சவரியூர், ஆவடத்தூர். bbox=[267, 443, 480, 463]
branch-heading: காமராஜர் நகர் கிளை bbox=[786, 67, 873, 77]
member-paragraph: அமைப்பாளர் : ப.பூபதி, 7/19–ஏ, சத்யா நகர், ஆவடத்தூர். bbox=[38, 903, 234, 913]
branch-section bbox=[723, 940, 936, 1020]
branch-heading: பாண்டியன் நகர் கிளை bbox=[327, 270, 420, 281]
page-number: XII bbox=[20, 20, 58, 58]
member-paragraph: அமைப்பாளர் : ர.கண்ணன், திண்டமங்கலத்தானூர், தோரமங்கலம். bbox=[723, 633, 936, 654]
booth-organizer: மு.அசிலரசன், 11/70, தருமக்கினறு, ஆவடத்தூர். bbox=[547, 991, 668, 1012]
member-paragraph: துணை அமைப்பாளர்கள் : (1) ர.ஜிநாத், 5–வது வார்டு, bbox=[723, 1317, 906, 1327]
booth-row bbox=[495, 1038, 708, 1059]
member-paragraph: துணை அமைப்பாளர்கள் : (1) மா.வெங்கடாசலம், 3/76, ஓட்டக்காடு, ஆவடத்தூர். (2) ச.சக்திவேல், 3/24, ஓட்டக்காடு, ஆவடத்தூர். (3) நா.நரேந்திரன், 7/62, ஓட்டக்காடு, ஆவடத்தூர். bbox=[38, 704, 252, 736]
